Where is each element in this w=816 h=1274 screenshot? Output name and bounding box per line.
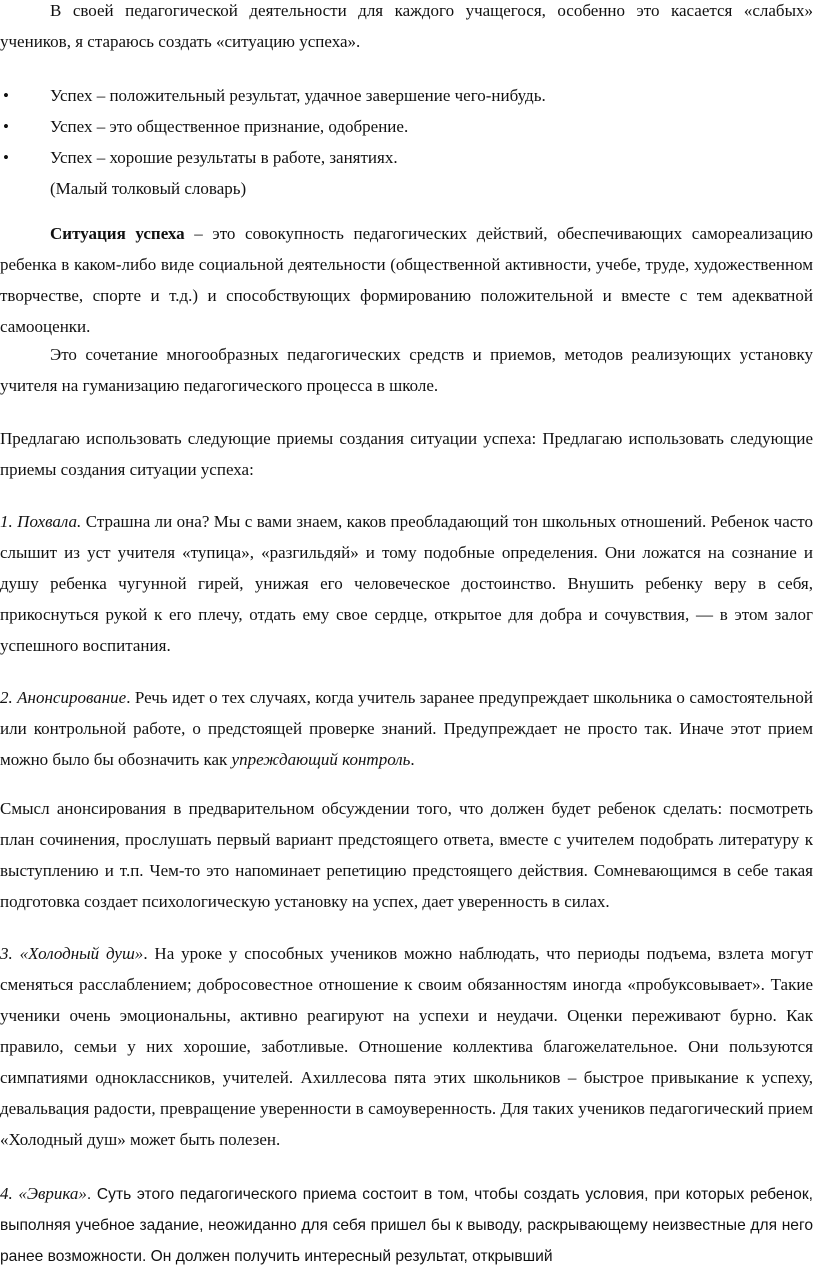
cold-shower-paragraph [0,938,813,1155]
situation-definition: – это совокупность педагогических действий, обеспечивающих самореализацию ребенка в каком-либо виде социальной деятельности (общественной активности, учебе, труде, художественном творчестве, спорте и т.д.) и способствующих формированию положительной и вместе с тем адекватной самооценки. [0,224,814,336]
eureka-body: . Суть этого педагогического приема состоит в том, чтобы создать условия, при которых ребенок, выполняя учебное задание, неожиданно для себя пришел бы к выводу, раскрывающему неизвестные для него ранее возможности. Он должен получить интересный результат, открывший [0,1186,813,1265]
intro-text: В своей педагогической деятельности для каждого учащегося, особенно это касается «слабых» учеников, я стараюсь создать «ситуацию успеха». [0,1,813,51]
definition-text: Успех – хорошие результаты в работе, занятиях. [50,148,398,167]
announcing-paragraph [0,682,813,775]
bullet-icon: • [3,117,9,136]
combination-text: Это сочетание многообразных педагогических средств и приемов, методов реализующих установку учителя на гуманизацию педагогического процесса в школе. [0,345,813,395]
bullet-icon: • [3,148,9,167]
cold-shower-title: 3. «Холодный душ» [0,944,144,963]
praise-body: Страшна ли она? Мы с вами знаем, каков преобладающий тон школьных отношений. Ребенок часто слышит из уст учителя «тупица», «разгильдяй» и тому подобные определения. Они ложатся на сознание и душу ребенка чугунной гирей, унижая его человеческое достоинство. Внушить ребенку веру в себя, прикоснуться рукой к его плечу, отдать ему свое сердце, открытое для добра и сочувствия, — в этом залог успешного воспитания. [0,512,813,655]
announcing-body: . Речь идет о тех случаях, когда учитель заранее предупреждает школьника о самостоятельной или контрольной работе, о предстоящей проверке знаний. Предупреждает не просто так. Иначе этот прием можно было бы обозначить как [0,688,813,769]
bullet-icon: • [3,86,9,105]
definition-text: Успех – положительный результат, удачное завершение чего-нибудь. [50,86,546,105]
definition-text: Успех – это общественное признание, одобрение. [50,117,409,136]
announcing-term: упреждающий контроль [231,750,411,769]
situation-term: Ситуация успеха [50,224,185,243]
praise-paragraph [0,506,813,661]
combination-paragraph [0,339,813,401]
situation-paragraph [0,218,813,342]
dictionary-source: (Малый толковый словарь) [50,179,247,198]
proposal-text: Предлагаю использовать следующие приемы создания ситуации успеха: Предлагаю использовать следующие приемы создания ситуации успеха: [0,429,813,479]
proposal-paragraph [0,423,813,485]
eureka-paragraph [0,1178,813,1272]
announcing-end: . [410,750,415,769]
announcing-meaning-text: Смысл анонсирования в предварительном обсуждении того, что должен будет ребенок сделать: посмотреть план сочинения, прослушать первый вариант предстоящего ответа, вместе с учителем подобрать литературу к выступлению и т.п. Чем-то это напоминает репетицию предстоящего действия. Сомневающимся в себе такая подготовка создает психологическую установку на успех, дает уверенность в силах. [0,799,813,911]
cold-shower-body: . На уроке у способных учеников можно наблюдать, что периоды подъема, взлета могут сменяться расслаблением; добросовестное отношение к своим обязанностям иногда «пробуксовывает». Такие ученики очень эмоциональны, активно реагируют на успехи и неудачи. Оценки переживают бурно. Как правило, семьи у них хорошие, заботливые. Отношение коллектива благожелательное. Они пользуются симпатиями одноклассников, учителей. Ахиллесова пята этих школьников – быстрое привыкание к успеху, девальвация радости, превращение уверенности в самоуверенность. Для таких учеников педагогический прием «Холодный душ» может быть полезен. [0,944,813,1149]
praise-title: 1. Похвала. [0,512,82,531]
announcing-meaning-paragraph [0,793,813,917]
eureka-title: «Эврика» [18,1184,87,1203]
announcing-title: 2. Анонсирование [0,688,127,707]
intro-paragraph [0,0,813,57]
eureka-number: 4. [0,1184,19,1203]
